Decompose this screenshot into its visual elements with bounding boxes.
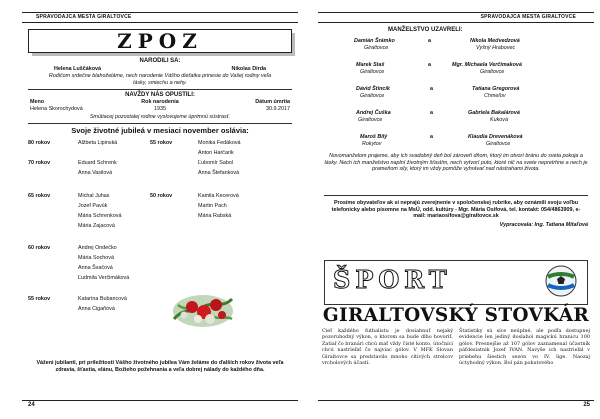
jubilee-person: Katarína Bubancová <box>78 296 127 302</box>
deceased-name: Helena Skorochydová <box>30 106 83 112</box>
jubilee-closing: Váženi jubilanti, pri príležitosti Vášho životného jubilea Vám želáme do ďalších rokov života veľa zdravia, šťastia, elánu, Božieho požehnania a veľa dobrej nálady do každého dňa. <box>36 360 284 373</box>
jubilee-age: 80 rokov <box>28 140 51 146</box>
flower-bouquet-image <box>170 285 236 331</box>
parent-name: Nikolas Dirda <box>231 66 266 72</box>
jubilee-grid <box>22 138 298 320</box>
jubilee-person: Kamila Kecerová <box>198 193 239 199</box>
compiled-by: Vypracovala: Ing. Tatiana Mitaľová <box>499 221 588 228</box>
parent-name: Helena Luščáková <box>54 66 102 72</box>
bride-name: Nikola Medvedzová <box>470 38 520 44</box>
jubilee-age: 60 rokov <box>28 245 51 251</box>
joiner: a <box>430 134 433 140</box>
married-heading: MANŽELSTVO UZAVRELI: <box>388 27 463 33</box>
groom-town: Giraltovce <box>358 117 383 123</box>
jubilee-person: Anna Vasilová <box>78 170 113 176</box>
bride-town: Chmeľov <box>484 93 506 99</box>
jubilee-person: Mária Zajacová <box>78 223 115 229</box>
header-text: SPRAVODAJCA MESTA GIRALTOVCE <box>480 14 576 20</box>
football-icon <box>545 265 577 297</box>
groom-name: Marek Staš <box>356 62 385 68</box>
jubilee-person: Mária Sochová <box>78 255 114 261</box>
jubilee-age: 55 rokov <box>150 140 173 146</box>
jubilee-age: 55 rokov <box>28 296 51 302</box>
article-body <box>322 328 590 392</box>
groom-town: Giraltovce <box>364 45 389 51</box>
joiner: a <box>428 38 431 44</box>
bride-name: Mgr. Michaela Verčimaková <box>452 62 522 68</box>
zpoz-title-box <box>28 29 292 53</box>
joiner: a <box>428 62 431 68</box>
page-number: 24 <box>28 402 35 408</box>
jubilee-age: 50 rokov <box>150 193 173 199</box>
article-column: Štatistiky sú síce neúplné, ale podľa dostupnej evidencie len jediný doslahol magickú hranicu 100 gólov. Presnejšie až 107 gólov zaznamenal účastník páťdesiatnik Jozef IVAN. Navyše ich nastrieľal v priebehu šiestich sezón vo IV. lige. Naozaj úctyhodný výkon. Bol pán pokutového <box>459 328 590 367</box>
joiner: a <box>430 110 433 116</box>
bride-town: Kuková <box>490 117 508 123</box>
jubilee-person: Mária Rabská <box>198 213 232 219</box>
jubilee-person: Eduard Schrenk <box>78 160 117 166</box>
running-header <box>22 12 298 23</box>
jubilee-person: Anna Švačová <box>78 265 113 271</box>
condolence: Smútiacej pozostalej rodine vyslovujeme úprimnú sústrasť. <box>89 114 231 120</box>
right-page <box>318 12 594 410</box>
col-name: Meno <box>30 99 45 105</box>
jubilee-person: Anton Harčarik <box>198 150 234 156</box>
parents-row <box>22 66 298 73</box>
sport-banner <box>324 260 588 305</box>
groom-name: Maroš Bilý <box>360 134 388 140</box>
article-column: Cieľ každého futbalistu je dosiahnuť nejaký pozoruhodný výkon, o ktorom sa bude dlho hovoriť. Zatiaľ čo branári chcú mať vždy čisté konto, útočníci chcú nastrieľať čo najviac gólov. V MFK Slovan Giraltovce sa predstavilo mnoho cítivých strelcov vrcholových účastí. <box>322 328 453 367</box>
jubilee-person: Jozef Pavúk <box>78 203 108 209</box>
deceased-year: 1935 <box>154 106 166 112</box>
born-heading: NARODILI SA: <box>139 58 181 64</box>
jubilee-person: Monika Fedáková <box>198 140 241 146</box>
col-date: Dátum úmrtia <box>255 99 291 105</box>
couples-list <box>318 36 594 171</box>
footer <box>318 400 594 410</box>
col-year: Rok narodenia <box>141 99 179 105</box>
jubilee-person: Mária Schrenková <box>78 213 122 219</box>
jubilee-person: Ľubomír Sabol <box>198 160 234 166</box>
deceased-table-header <box>22 99 298 106</box>
groom-name: Dávid Štincík <box>356 86 390 92</box>
article-headline: GIRALTOVSKÝ STOVKÁR <box>322 305 590 326</box>
jubilee-person: Anna Štefanková <box>198 170 240 176</box>
newlywed-wish: Novomanželom prajeme, aby ich svadobný deň bol zároveň dňom, ktorý im otvorí bránu do sveta pokoja a lásky. Nech ich manželstvo naplní životným šťastím, nech vytvorí puto, ktoré nič na svete nepretrhne a nech je prameňom sily, ktorý im vždy pomôže vyhrávať nad nástrahami života. <box>324 153 588 173</box>
joiner: a <box>430 86 433 92</box>
deceased-date: 30.9.2017 <box>266 106 291 112</box>
jubilee-person: Alžbeta Lipinská <box>78 140 118 146</box>
jubilee-person: Michal Juhas <box>78 193 110 199</box>
jubilee-person: Ľudmila Verčimáková <box>78 275 130 281</box>
jubilee-heading: Svoje životné jubileá v mesiaci november oslávia: <box>71 126 249 135</box>
left-page <box>22 12 298 410</box>
footer <box>22 400 298 410</box>
header-text: SPRAVODAJCA MESTA GIRALTOVCE <box>36 14 132 20</box>
privacy-request: Prosíme obyvateľov ak si neprajú zverejnenie v spoločenskej rubrike, aby oznámili svoju voľbu telefonicky alebo písomne na MsÚ, odd. kultúry - Mgr. Mária Osifová, tel. kontakt: 054/4863909, e-mail: mariaosifova@giraltovce.sk <box>331 200 581 220</box>
bride-name: Tatiana Gregorová <box>472 86 520 92</box>
groom-town: Giraltovce <box>360 93 385 99</box>
running-header <box>318 12 594 23</box>
died-heading: NAVŽDY NÁS OPUSTILI: <box>125 92 195 98</box>
born-congrats: Rodičom srdečne blahoželáme, nech narodenie Vášho dieťatka prinesie do Vašej rodiny veľa lásky, smiechu a nehy. <box>48 73 272 86</box>
groom-name: Damián Šrámko <box>354 38 395 44</box>
zpoz-title: ZPOZ <box>117 29 203 53</box>
jubilee-age: 65 rokov <box>28 193 51 199</box>
page-number: 25 <box>583 402 590 408</box>
jubilee-person: Andrej Ondečko <box>78 245 117 251</box>
sport-label: ŠPORT <box>333 265 452 294</box>
bride-name: Klaudia Drevenáková <box>468 134 523 140</box>
bride-town: Giraltovce <box>480 69 505 75</box>
groom-name: Andrej Čuška <box>356 110 391 116</box>
bride-name: Gabriela Bakalárová <box>468 110 520 116</box>
bride-town: Giraltovce <box>486 141 511 147</box>
groom-town: Rokytov <box>362 141 382 147</box>
bride-town: Vyšný Hrabovec <box>476 45 516 51</box>
jubilee-person: Martin Pach <box>198 203 227 209</box>
jubilee-age: 70 rokov <box>28 160 51 166</box>
jubilee-person: Anna Cigaňová <box>78 306 115 312</box>
deceased-row <box>22 106 298 113</box>
groom-town: Giraltovce <box>360 69 385 75</box>
